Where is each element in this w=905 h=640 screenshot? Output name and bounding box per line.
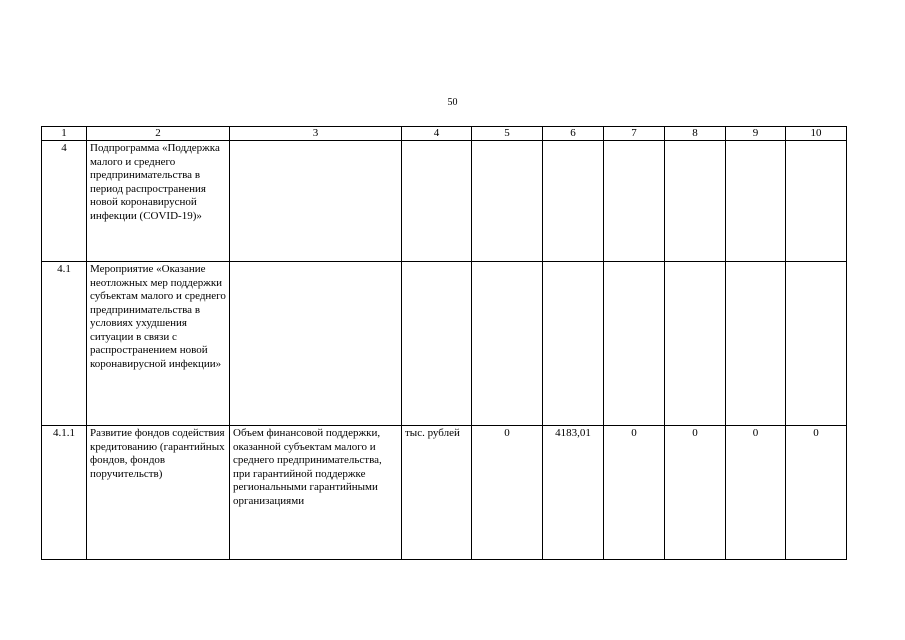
program-table — [41, 126, 847, 560]
row-value-8 — [665, 141, 726, 262]
row-value-6 — [543, 262, 604, 426]
header-cell-7: 7 — [604, 127, 665, 141]
row-value-5 — [472, 262, 543, 426]
row-value-5: 0 — [472, 426, 543, 560]
table-row — [42, 426, 847, 560]
row-name: Мероприятие «Оказание неотложных мер поддержки субъектам малого и среднего предпринимательства в условиях ухудшения ситуации в связи с распространением новой коронавирусной инфекции» — [87, 262, 230, 426]
header-cell-8: 8 — [665, 127, 726, 141]
row-unit: тыс. рублей — [402, 426, 472, 560]
row-number: 4 — [42, 141, 87, 262]
row-number: 4.1.1 — [42, 426, 87, 560]
row-value-6 — [543, 141, 604, 262]
table-row — [42, 141, 847, 262]
row-value-7: 0 — [604, 426, 665, 560]
row-unit — [402, 262, 472, 426]
row-value-9: 0 — [726, 426, 786, 560]
header-cell-2: 2 — [87, 127, 230, 141]
row-name: Развитие фондов содействия кредитованию (гарантийных фондов, фондов поручительств) — [87, 426, 230, 560]
row-value-7 — [604, 141, 665, 262]
table-row — [42, 262, 847, 426]
header-row — [42, 127, 847, 141]
header-cell-4: 4 — [402, 127, 472, 141]
header-cell-5: 5 — [472, 127, 543, 141]
header-cell-1: 1 — [42, 127, 87, 141]
header-cell-3: 3 — [230, 127, 402, 141]
header-cell-10: 10 — [786, 127, 847, 141]
row-value-5 — [472, 141, 543, 262]
page-number: 50 — [447, 97, 458, 108]
header-cell-6: 6 — [543, 127, 604, 141]
row-value-9 — [726, 141, 786, 262]
row-number: 4.1 — [42, 262, 87, 426]
row-indicator — [230, 141, 402, 262]
row-indicator: Объем финансовой поддержки, оказанной субъектам малого и среднего предпринимательства, при гарантийной поддержке региональными гарантийными организациями — [230, 426, 402, 560]
row-value-10: 0 — [786, 426, 847, 560]
row-value-8: 0 — [665, 426, 726, 560]
row-value-8 — [665, 262, 726, 426]
header-cell-9: 9 — [726, 127, 786, 141]
row-value-10 — [786, 262, 847, 426]
row-indicator — [230, 262, 402, 426]
row-value-7 — [604, 262, 665, 426]
row-value-6: 4183,01 — [543, 426, 604, 560]
row-name: Подпрограмма «Поддержка малого и среднего предпринимательства в период распространения новой коронавирусной инфекции (COVID-19)» — [87, 141, 230, 262]
row-value-10 — [786, 141, 847, 262]
row-value-9 — [726, 262, 786, 426]
row-unit — [402, 141, 472, 262]
